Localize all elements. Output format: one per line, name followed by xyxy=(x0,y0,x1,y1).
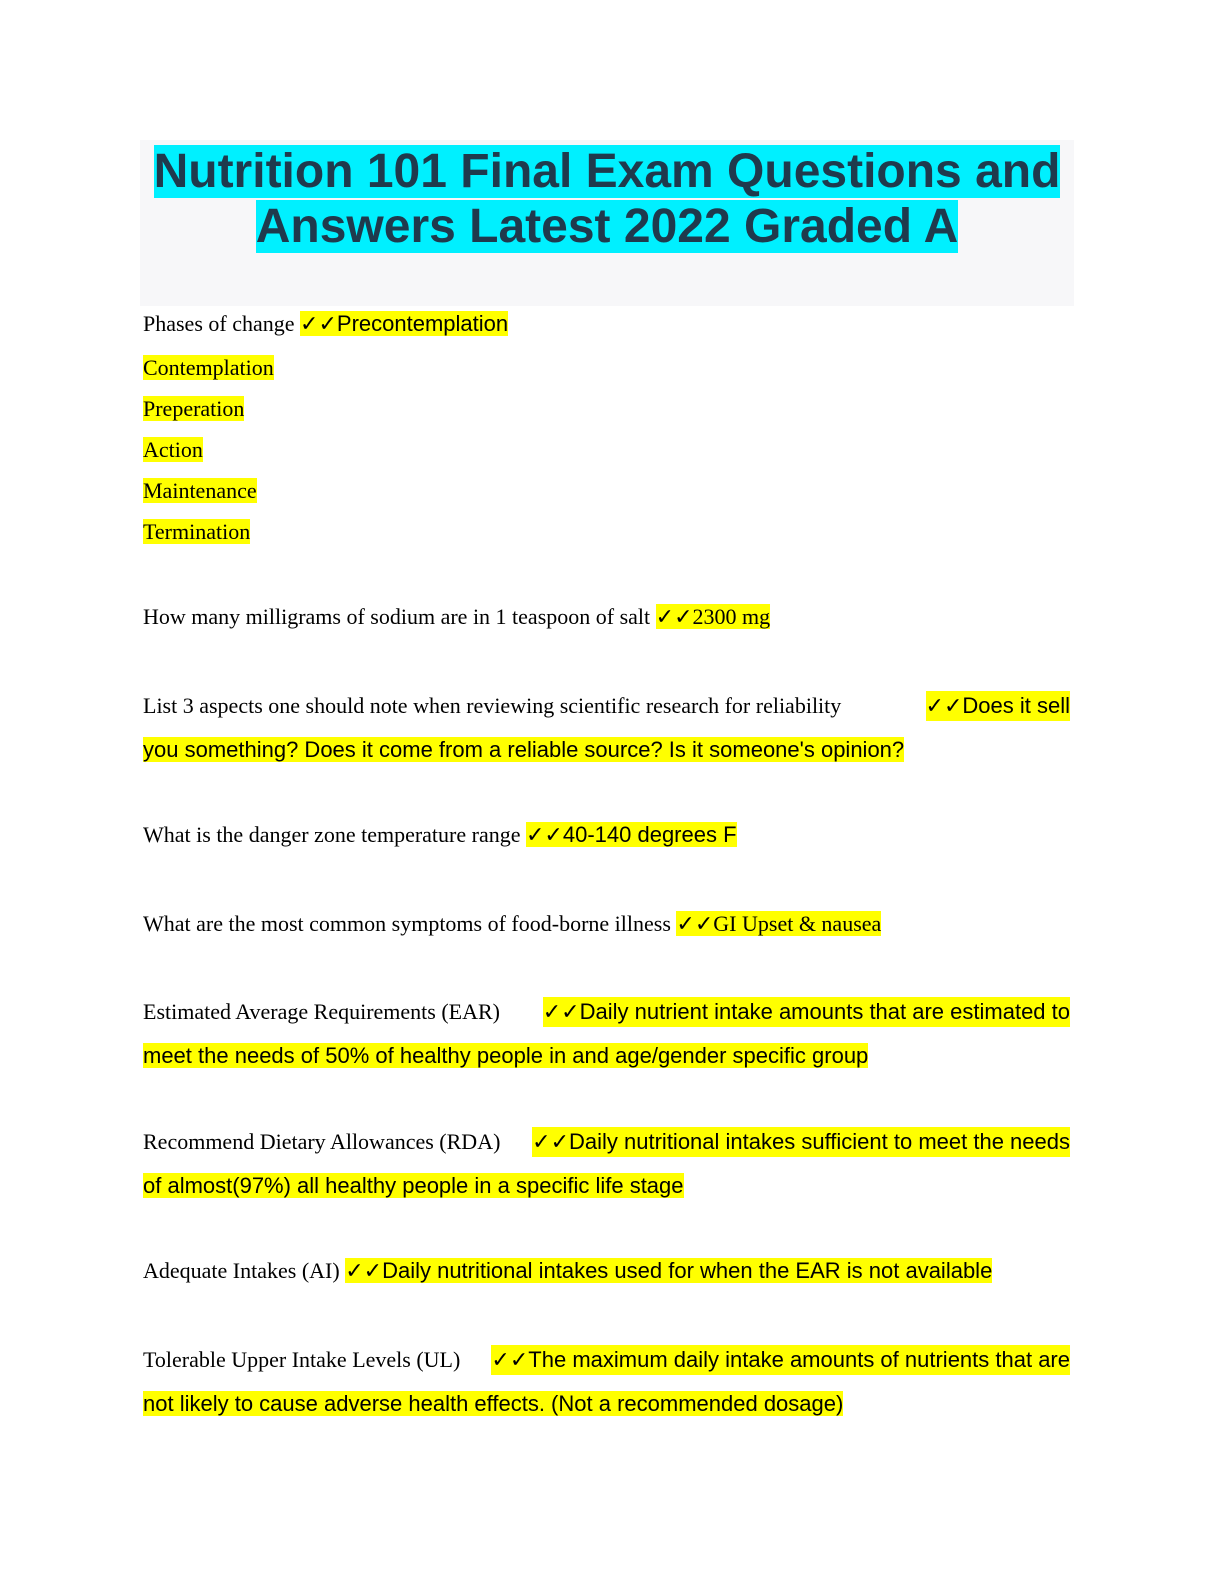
answer-text: not likely to cause adverse health effects. (Not a recommended dosage) xyxy=(143,1391,844,1416)
answer-text: Daily nutrient intake amounts that are estimated to xyxy=(579,999,1070,1024)
question-text: Phases of change xyxy=(143,311,301,336)
answer-text: Maintenance xyxy=(143,478,257,503)
answer-text: you something? Does it come from a reliable source? Is it someone's opinion? xyxy=(143,737,905,762)
check-icon: ✓✓ xyxy=(491,1347,529,1372)
title-line-1: Nutrition 101 Final Exam Questions and xyxy=(153,145,1061,198)
answer-text: 2300 mg xyxy=(692,604,771,629)
question-text: How many milligrams of sodium are in 1 teaspoon of salt xyxy=(143,604,656,629)
check-icon: ✓✓ xyxy=(676,911,714,936)
answer-text: Contemplation xyxy=(143,355,274,380)
question-text: What is the danger zone temperature range xyxy=(143,822,526,847)
answer-text: GI Upset & nausea xyxy=(713,911,882,936)
answer-text: Daily nutritional intakes used for when the EAR is not available xyxy=(382,1258,993,1283)
question-text: Recommend Dietary Allowances (RDA) xyxy=(143,1129,501,1154)
check-icon: ✓✓ xyxy=(655,604,693,629)
question-text: What are the most common symptoms of food-borne illness xyxy=(143,911,677,936)
check-icon: ✓✓ xyxy=(532,1129,570,1154)
answer-text: Preperation xyxy=(143,396,245,421)
question-text: List 3 aspects one should note when reviewing scientific research for reliability xyxy=(143,693,842,718)
question-text: Tolerable Upper Intake Levels (UL) xyxy=(143,1347,461,1372)
answer-text: Daily nutritional intakes sufficient to meet the needs xyxy=(569,1129,1070,1154)
answer-text: meet the needs of 50% of healthy people in and age/gender specific group xyxy=(143,1043,869,1068)
answer-text: Termination xyxy=(143,519,251,544)
answer-text: Action xyxy=(143,437,203,462)
answer-text: Does it sell xyxy=(962,693,1070,718)
check-icon: ✓✓ xyxy=(925,693,963,718)
answer-text: ✓✓Precontemplation xyxy=(300,311,509,336)
answer-text: of almost(97%) all healthy people in a specific life stage xyxy=(143,1173,684,1198)
answer-text: 40-140 degrees F xyxy=(562,822,737,847)
title-line-2: Answers Latest 2022 Graded A xyxy=(255,200,959,253)
document-title xyxy=(140,144,1074,254)
check-icon: ✓✓ xyxy=(345,1258,383,1283)
answer-text: The maximum daily intake amounts of nutrients that are xyxy=(528,1347,1070,1372)
question-text: Adequate Intakes (AI) xyxy=(143,1258,346,1283)
check-icon: ✓✓ xyxy=(300,311,337,336)
question-text: Estimated Average Requirements (EAR) xyxy=(143,999,500,1024)
check-icon: ✓✓ xyxy=(542,999,580,1024)
check-icon: ✓✓ xyxy=(525,822,563,847)
